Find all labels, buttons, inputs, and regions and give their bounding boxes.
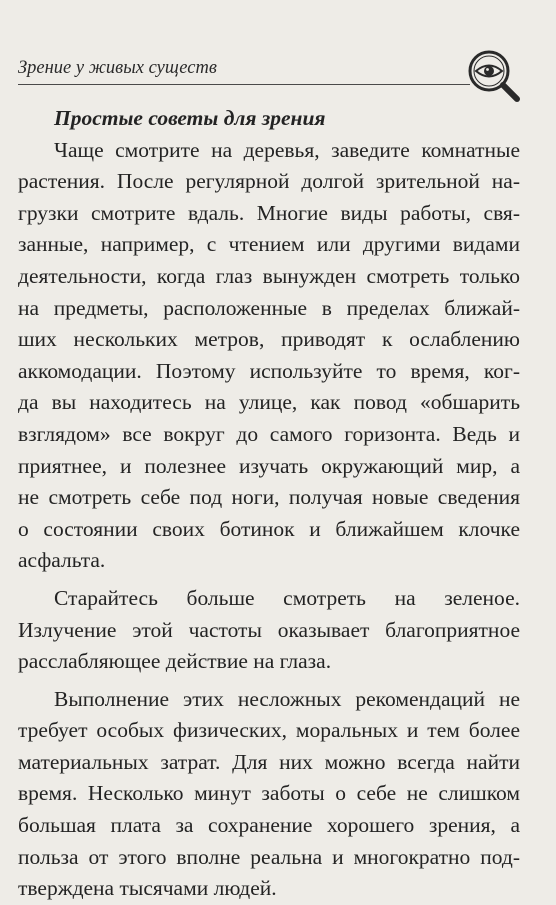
text-line: асфальта.	[18, 548, 106, 573]
text-line: да вы находитесь на улице, как повод «обшарить	[18, 390, 520, 415]
text-line: Чаще смотрите на деревья, заведите комнатные	[54, 137, 520, 162]
text-line: Излучение этой частоты оказывает благоприятное	[18, 617, 520, 642]
text-line: время. Несколько минут заботы о себе не слишком	[18, 781, 520, 806]
header-rule	[18, 84, 470, 85]
paragraph-3	[18, 684, 520, 905]
paragraph-2	[18, 583, 520, 678]
text-line: взглядом» все вокруг до самого горизонта. Ведь и	[18, 421, 520, 446]
text-line: требует особых физических, моральных и тем более	[18, 718, 520, 743]
text-line: на предметы, расположенные в пределах ближай-	[18, 295, 520, 320]
text-line: растения. После регулярной долгой зрительной на-	[18, 169, 520, 194]
text-line: о состоянии своих ботинок и ближайшем клочке	[18, 516, 520, 541]
text-line: грузки смотрите вдаль. Многие виды работы, свя-	[18, 200, 520, 225]
text-line: Старайтесь больше смотреть на зеленое.	[54, 585, 520, 610]
text-line: занные, например, с чтением или другими видами	[18, 232, 520, 257]
text-line: большая плата за сохранение хорошего зрения, а	[18, 813, 520, 838]
text-line: расслабляющее действие на глаза.	[18, 649, 332, 674]
text-line: ших нескольких метров, приводят к ослаблению	[18, 327, 520, 352]
text-line: деятельности, когда глаз вынужден смотреть только	[18, 263, 520, 288]
text-line: аккомодации. Поэтому используйте то время, ког-	[18, 358, 520, 383]
text-line: польза от этого вполне реальна и многократно под-	[18, 844, 520, 869]
text-line: материальных затрат. Для них можно всегда найти	[18, 749, 520, 774]
eye-magnifier-icon	[462, 44, 524, 106]
section-title: Простые советы для зрения	[54, 106, 326, 130]
text-line: приятнее, и полезнее изучать окружающий мир, а	[18, 453, 520, 478]
page-content	[18, 103, 520, 905]
running-head: Зрение у живых существ	[18, 58, 217, 78]
paragraph-1	[18, 135, 520, 577]
text-line: не смотреть себе под ноги, получая новые сведения	[18, 485, 520, 510]
text-line: тверждена тысячами людей.	[18, 876, 277, 901]
text-line: Выполнение этих несложных рекомендаций не	[54, 686, 520, 711]
